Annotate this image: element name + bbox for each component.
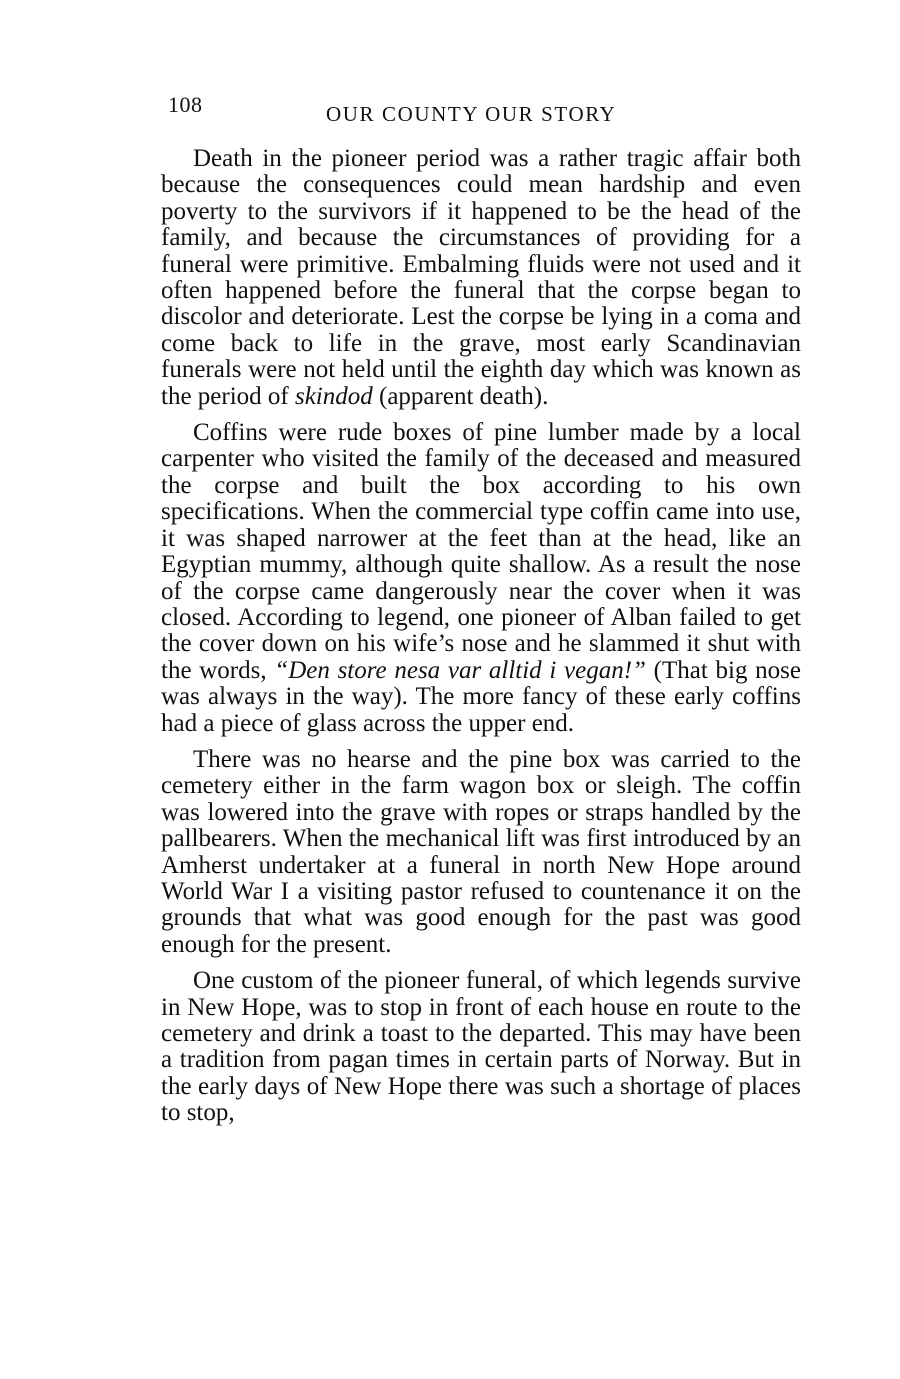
body-text — [161, 146, 801, 1127]
paragraph-funeral-custom — [161, 968, 801, 1126]
italic-quote: “Den store nesa var alltid i vegan!” — [274, 656, 646, 684]
paragraph-no-hearse — [161, 747, 801, 958]
paragraph-text: There was no hearse and the pine box was carried to the cemetery either in the farm wagon box or sleigh. The coffin was lowered into the grave with ropes or straps handled by the pallbearers. When the mechanical lift was first introduced by an Amherst undertaker at a funeral in north New Hope around World War I a visiting pastor refused to countenance it on the grounds that what was good enough for the past was good enough for the present. — [161, 745, 801, 958]
italic-term: skindod — [294, 382, 373, 410]
paragraph-text: Coffins were rude boxes of pine lumber made by a local carpenter who visited the family of the deceased and measured the corpse and built the box according to his own specifications. When the commercial type coffin came into use, it was shaped narrower at the feet than at the head, like an Egyptian mummy, although quite shallow. As a result the nose of the corpse came dangerously near the cover when it was closed. According to legend, one pioneer of Alban failed to get the cover down on his wife’s nose and he slammed it shut with the words, — [161, 419, 801, 684]
paragraph-death-in-pioneer-period — [161, 146, 801, 410]
paragraph-text: (apparent death). — [372, 382, 549, 410]
paragraph-text: (That big nose was always in the way). The more fancy of these early coffins had a piece of glass across the upper end. — [161, 656, 801, 737]
paragraph-coffins — [161, 420, 801, 737]
running-head: OUR COUNTY OUR STORY — [326, 102, 617, 126]
paragraph-text: One custom of the pioneer funeral, of which legends survive in New Hope, was to stop in front of each house en route to the cemetery and drink a toast to the departed. This may have been a tradition from pagan times in certain parts of Norway. But in the early days of New Hope there was such a shortage of places to stop, — [161, 967, 801, 1127]
paragraph-text: Death in the pioneer period was a rather tragic affair both because the consequences could mean hardship and even poverty to the survivors if it happened to be the head of the family, and because the circumstances of providing for a funeral were primitive. Embalming fluids were not used and it often happened before the funeral that the corpse began to discolor and deteriorate. Lest the corpse be lying in a coma and come back to life in the grave, most early Scandinavian funerals were not held until the eighth day which was known as the period of — [161, 145, 801, 410]
page-number: 108 — [168, 92, 203, 117]
page-header — [168, 92, 804, 132]
